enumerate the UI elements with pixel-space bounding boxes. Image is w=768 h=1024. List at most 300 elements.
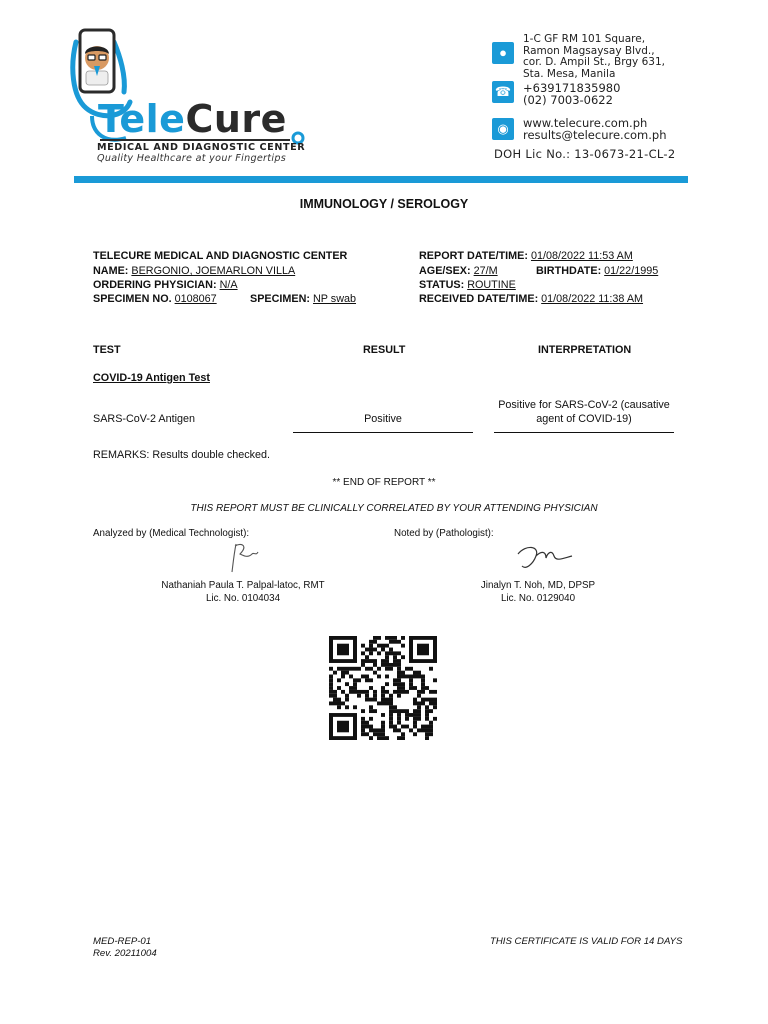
qr-module: [421, 690, 425, 694]
qr-module: [377, 651, 381, 655]
qr-module: [425, 725, 429, 729]
qr-module: [361, 721, 365, 725]
doh-license: DOH Lic No.: 13-0673-21-CL-2: [494, 147, 676, 161]
qr-module: [369, 709, 373, 713]
qr-module: [393, 705, 397, 709]
qr-module: [381, 663, 385, 667]
result-underline: [293, 432, 473, 433]
qr-module: [397, 694, 401, 698]
clinical-notice: THIS REPORT MUST BE CLINICALLY CORRELATED BY YOUR ATTENDING PHYSICIAN: [190, 503, 598, 514]
qr-module: [425, 709, 429, 713]
qr-module: [389, 636, 393, 640]
qr-module: [385, 701, 389, 705]
qr-module: [381, 728, 385, 732]
qr-module: [381, 659, 385, 663]
logo-part-cure: Cure: [185, 97, 287, 141]
qr-module: [385, 736, 389, 740]
qr-module: [365, 675, 369, 679]
address-line: 1-C GF RM 101 Square,: [523, 33, 646, 45]
end-of-report: ** END OF REPORT **: [332, 477, 436, 488]
status-label: STATUS:: [419, 279, 465, 291]
qr-module: [417, 713, 421, 717]
qr-module: [381, 694, 385, 698]
qr-module: [397, 717, 401, 721]
qr-module: [337, 705, 341, 709]
qr-module: [421, 725, 425, 729]
qr-module: [369, 736, 373, 740]
qr-module: [393, 640, 397, 644]
qr-module: [381, 732, 385, 736]
qr-module: [353, 705, 357, 709]
qr-module: [397, 686, 401, 690]
qr-module: [413, 709, 417, 713]
qr-module: [405, 675, 409, 679]
specimen-no-row: [93, 292, 217, 306]
qr-module: [333, 694, 337, 698]
qr-module: [373, 659, 377, 663]
address-block: [523, 34, 665, 80]
qr-module: [389, 721, 393, 725]
qr-module: [373, 709, 377, 713]
qr-module: [413, 701, 417, 705]
qr-module: [365, 648, 369, 652]
qr-module: [361, 659, 365, 663]
qr-module: [329, 690, 333, 694]
qr-module: [413, 698, 417, 702]
column-header-test: TEST: [93, 344, 121, 356]
qr-module: [413, 675, 417, 679]
qr-module: [385, 667, 389, 671]
qr-module: [421, 675, 425, 679]
email: results@telecure.com.ph: [523, 128, 667, 142]
specimen-no-value: 0108067: [174, 293, 217, 305]
validity-note: THIS CERTIFICATE IS VALID FOR 14 DAYS: [490, 936, 683, 947]
qr-module: [357, 690, 361, 694]
qr-module: [409, 678, 413, 682]
web-block: [523, 117, 667, 141]
qr-module: [393, 728, 397, 732]
qr-module: [421, 698, 425, 702]
qr-module: [337, 698, 341, 702]
qr-module: [377, 732, 381, 736]
qr-module: [393, 709, 397, 713]
qr-module: [381, 686, 385, 690]
qr-module: [397, 682, 401, 686]
qr-module: [369, 648, 373, 652]
qr-module: [417, 644, 429, 656]
specimen-row: [250, 292, 356, 306]
qr-module: [329, 678, 333, 682]
qr-module: [393, 725, 397, 729]
qr-module: [333, 690, 337, 694]
qr-module: [417, 690, 421, 694]
qr-module: [425, 713, 429, 717]
qr-module: [393, 651, 397, 655]
qr-module: [417, 694, 421, 698]
qr-module: [421, 728, 425, 732]
qr-module: [341, 667, 345, 671]
qr-module: [357, 694, 361, 698]
qr-module: [385, 651, 389, 655]
qr-module: [345, 682, 349, 686]
qr-module: [397, 651, 401, 655]
qr-module: [357, 667, 361, 671]
qr-module: [393, 663, 397, 667]
qr-module: [369, 698, 373, 702]
qr-module: [373, 640, 377, 644]
logo-tagline: Quality Healthcare at your Fingertips: [97, 153, 287, 164]
qr-module: [349, 667, 353, 671]
pathologist-name: Jinalyn T. Noh, MD, DPSP: [480, 580, 596, 591]
qr-module: [385, 698, 389, 702]
qr-module: [365, 659, 369, 663]
qr-module: [373, 694, 377, 698]
qr-module: [369, 678, 373, 682]
qr-module: [341, 671, 345, 675]
qr-module: [401, 644, 405, 648]
qr-module: [429, 721, 433, 725]
qr-module: [429, 667, 433, 671]
qr-module: [401, 725, 405, 729]
physician-value: N/A: [219, 279, 238, 291]
qr-module: [433, 717, 437, 721]
qr-module: [393, 678, 397, 682]
qr-module: [401, 690, 405, 694]
qr-module: [425, 736, 429, 740]
phone-number: (02) 7003-0622: [523, 93, 613, 107]
qr-module: [377, 701, 381, 705]
qr-module: [397, 663, 401, 667]
qr-module: [365, 698, 369, 702]
qr-module: [365, 725, 369, 729]
qr-module: [417, 671, 421, 675]
qr-module: [337, 678, 341, 682]
qr-module: [389, 663, 393, 667]
form-revision: Rev. 20211004: [93, 948, 157, 959]
qr-module: [369, 717, 373, 721]
qr-module: [433, 698, 437, 702]
patient-name-row: [93, 264, 295, 278]
qr-code: [329, 636, 437, 740]
report-datetime-label: REPORT DATE/TIME:: [419, 250, 528, 262]
qr-module: [337, 701, 341, 705]
qr-module: [361, 663, 365, 667]
website: www.telecure.com.ph: [523, 116, 648, 130]
qr-module: [389, 713, 393, 717]
qr-module: [397, 659, 401, 663]
qr-module: [405, 713, 409, 717]
agesex-value: 27/M: [473, 265, 498, 277]
physician-label: ORDERING PHYSICIAN:: [93, 279, 217, 291]
qr-module: [369, 728, 373, 732]
qr-module: [429, 709, 433, 713]
qr-module: [337, 667, 341, 671]
qr-module: [397, 667, 401, 671]
qr-module: [389, 648, 393, 652]
qr-module: [337, 686, 341, 690]
qr-module: [389, 709, 393, 713]
specimen-label: SPECIMEN:: [250, 293, 310, 305]
qr-module: [421, 701, 425, 705]
column-header-result: RESULT: [363, 344, 406, 356]
qr-module: [413, 686, 417, 690]
logo-subtitle: MEDICAL AND DIAGNOSTIC CENTER: [97, 142, 306, 153]
qr-module: [333, 698, 337, 702]
qr-module: [381, 713, 385, 717]
qr-module: [401, 709, 405, 713]
qr-module: [377, 667, 381, 671]
qr-module: [381, 648, 385, 652]
qr-module: [389, 651, 393, 655]
qr-module: [429, 698, 433, 702]
qr-module: [361, 717, 365, 721]
qr-module: [425, 705, 429, 709]
received-datetime-label: RECEIVED DATE/TIME:: [419, 293, 539, 305]
qr-module: [385, 659, 389, 663]
qr-module: [397, 690, 401, 694]
qr-module: [401, 736, 405, 740]
specimen-no-label: SPECIMEN NO.: [93, 293, 172, 305]
column-header-interpretation: INTERPRETATION: [538, 344, 632, 356]
pathologist-license: Lic. No. 0129040: [500, 593, 576, 604]
physician-row: [93, 278, 238, 292]
qr-module: [361, 728, 365, 732]
qr-module: [413, 721, 417, 725]
qr-module: [365, 655, 369, 659]
birthdate-row: [536, 264, 658, 278]
qr-module: [329, 682, 333, 686]
qr-module: [377, 728, 381, 732]
specimen-value: NP swab: [313, 293, 357, 305]
qr-module: [373, 636, 377, 640]
qr-module: [389, 701, 393, 705]
qr-module: [421, 686, 425, 690]
qr-module: [369, 659, 373, 663]
qr-module: [373, 728, 377, 732]
qr-module: [405, 709, 409, 713]
qr-module: [425, 686, 429, 690]
qr-module: [381, 644, 385, 648]
qr-module: [393, 690, 397, 694]
qr-module: [409, 686, 413, 690]
qr-module: [345, 705, 349, 709]
interpretation-line: Positive for SARS-CoV-2 (causative: [498, 399, 670, 411]
phone-number: +639171835980: [523, 81, 621, 95]
qr-module: [373, 663, 377, 667]
qr-module: [361, 651, 365, 655]
qr-module: [377, 636, 381, 640]
qr-module: [409, 667, 413, 671]
qr-module: [401, 655, 405, 659]
remarks: REMARKS: Results double checked.: [93, 449, 271, 461]
qr-module: [389, 725, 393, 729]
qr-module: [353, 667, 357, 671]
qr-module: [417, 728, 421, 732]
qr-module: [365, 690, 369, 694]
qr-module: [353, 682, 357, 686]
qr-module: [345, 671, 349, 675]
address-line: cor. D. Ampil St., Brgy 631,: [523, 56, 665, 68]
qr-module: [365, 721, 369, 725]
qr-module: [405, 725, 409, 729]
qr-module: [385, 682, 389, 686]
phone-icon: ☎: [492, 81, 514, 103]
status-value: ROUTINE: [467, 279, 516, 291]
qr-module: [385, 644, 389, 648]
qr-module: [389, 717, 393, 721]
name-label: NAME:: [93, 265, 129, 277]
qr-module: [425, 728, 429, 732]
qr-module: [337, 644, 349, 656]
qr-module: [401, 732, 405, 736]
qr-module: [429, 725, 433, 729]
qr-module: [401, 671, 405, 675]
qr-module: [337, 721, 349, 733]
qr-module: [389, 694, 393, 698]
qr-module: [409, 675, 413, 679]
header-divider: [74, 176, 688, 183]
qr-module: [409, 682, 413, 686]
qr-module: [349, 686, 353, 690]
qr-module: [365, 667, 369, 671]
qr-module: [417, 717, 421, 721]
qr-module: [377, 736, 381, 740]
qr-module: [409, 728, 413, 732]
qr-module: [341, 701, 345, 705]
qr-module: [413, 732, 417, 736]
qr-module: [397, 721, 401, 725]
address-line: Ramon Magsaysay Blvd.,: [523, 44, 655, 57]
qr-module: [425, 732, 429, 736]
logo-part-tele: Tele: [98, 97, 186, 141]
qr-module: [397, 675, 401, 679]
qr-module: [329, 701, 333, 705]
qr-module: [425, 717, 429, 721]
report-datetime-row: [419, 249, 633, 263]
name-value: BERGONIO, JOEMARLON VILLA: [131, 265, 296, 277]
qr-module: [369, 644, 373, 648]
test-group-title: COVID-19 Antigen Test: [93, 372, 210, 384]
interpretation-underline: [494, 432, 674, 433]
received-datetime-row: [419, 292, 643, 306]
qr-module: [329, 675, 333, 679]
qr-module: [433, 701, 437, 705]
qr-module: [429, 701, 433, 705]
qr-module: [417, 701, 421, 705]
qr-module: [397, 713, 401, 717]
qr-module: [361, 732, 365, 736]
qr-module: [393, 659, 397, 663]
qr-module: [397, 709, 401, 713]
telecure-logo-text: [98, 97, 287, 141]
qr-module: [397, 671, 401, 675]
qr-module: [417, 705, 421, 709]
qr-module: [385, 655, 389, 659]
qr-module: [409, 713, 413, 717]
qr-module: [433, 705, 437, 709]
qr-module: [433, 678, 437, 682]
center-name: TELECURE MEDICAL AND DIAGNOSTIC CENTER: [93, 250, 348, 262]
test-interpretation: [494, 398, 674, 426]
qr-module: [381, 736, 385, 740]
qr-module: [401, 686, 405, 690]
qr-module: [385, 675, 389, 679]
qr-module: [369, 667, 373, 671]
qr-module: [389, 667, 393, 671]
qr-module: [345, 667, 349, 671]
qr-module: [377, 644, 381, 648]
qr-module: [393, 655, 397, 659]
qr-module: [369, 725, 373, 729]
qr-module: [397, 640, 401, 644]
phone-block: [523, 82, 620, 106]
qr-module: [397, 678, 401, 682]
qr-module: [429, 690, 433, 694]
qr-module: [329, 686, 333, 690]
qr-module: [381, 701, 385, 705]
qr-module: [361, 675, 365, 679]
qr-module: [361, 725, 365, 729]
qr-module: [389, 705, 393, 709]
qr-module: [397, 728, 401, 732]
address-line: Sta. Mesa, Manila: [523, 67, 616, 80]
qr-module: [433, 690, 437, 694]
qr-module: [429, 728, 433, 732]
qr-module: [329, 667, 333, 671]
technologist-license: Lic. No. 0104034: [205, 593, 281, 604]
qr-module: [381, 725, 385, 729]
qr-module: [405, 667, 409, 671]
qr-module: [389, 698, 393, 702]
qr-module: [333, 701, 337, 705]
qr-module: [373, 648, 377, 652]
qr-module: [373, 732, 377, 736]
qr-module: [417, 709, 421, 713]
report-datetime-value: 01/08/2022 11:53 AM: [530, 250, 633, 262]
qr-module: [369, 651, 373, 655]
qr-module: [385, 636, 389, 640]
qr-module: [401, 636, 405, 640]
location-pin-icon: ●: [492, 42, 514, 64]
qr-module: [429, 732, 433, 736]
qr-module: [361, 644, 365, 648]
technologist-name: Nathaniah Paula T. Palpal-latoc, RMT: [161, 580, 325, 591]
qr-module: [361, 709, 365, 713]
qr-module: [361, 690, 365, 694]
qr-module: [421, 682, 425, 686]
birthdate-label: BIRTHDATE:: [536, 265, 602, 277]
qr-module: [413, 671, 417, 675]
qr-module: [353, 690, 357, 694]
qr-module: [353, 678, 357, 682]
qr-module: [393, 682, 397, 686]
qr-module: [393, 636, 397, 640]
birthdate-value: 01/22/1995: [604, 265, 659, 277]
qr-module: [345, 694, 349, 698]
agesex-row: [419, 264, 498, 278]
qr-module: [373, 698, 377, 702]
qr-module: [421, 678, 425, 682]
qr-module: [381, 698, 385, 702]
qr-module: [345, 698, 349, 702]
qr-module: [365, 732, 369, 736]
received-datetime-value: 01/08/2022 11:38 AM: [541, 293, 644, 305]
interpretation-line: agent of COVID-19): [536, 413, 632, 425]
qr-module: [405, 690, 409, 694]
qr-module: [377, 675, 381, 679]
qr-module: [341, 690, 345, 694]
qr-module: [373, 671, 377, 675]
